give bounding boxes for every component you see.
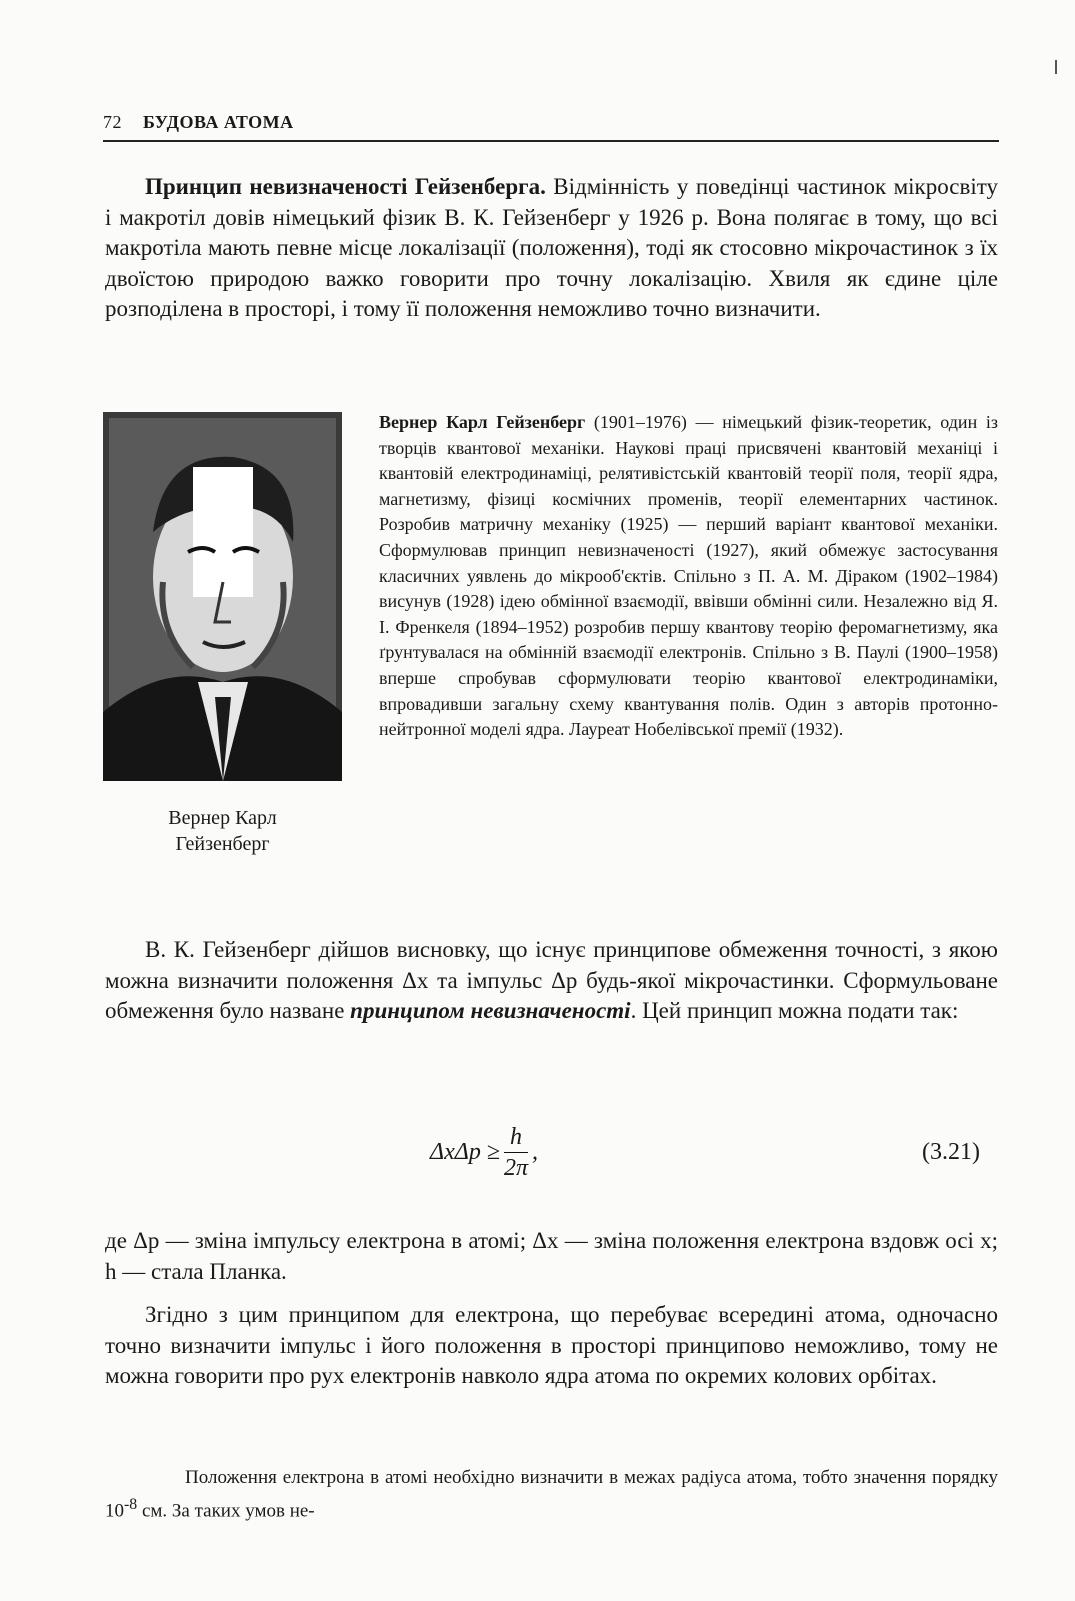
page-header <box>103 112 999 133</box>
portrait-caption <box>103 805 342 857</box>
note-exponent: -8 <box>124 1496 138 1513</box>
principle-term: принципом невизначеності <box>350 998 631 1024</box>
formula-numerator: h <box>504 1122 528 1153</box>
formula-lhs: ΔxΔp ≥ <box>430 1138 500 1165</box>
uncertainty-formula <box>430 1122 538 1182</box>
section-heading: Принцип невизначеності Гейзенберга. <box>145 174 546 199</box>
bio-name: Вернер Карл Гейзенберг <box>379 412 586 432</box>
consequence-paragraph <box>105 1300 998 1392</box>
formula-fraction <box>504 1122 528 1183</box>
conclusion-text-1: В. К. Гейзенберг дійшов висновку, що існує принципове обмеження точності, з якою можна визначити положення Δx та імпульс Δp будь-якої мікрочастинки. Сформульоване обмеження було назване <box>105 937 998 1024</box>
formula-trail: , <box>532 1138 539 1165</box>
biography-block <box>379 410 998 743</box>
definitions-paragraph <box>105 1226 998 1287</box>
portrait-illustration <box>103 412 342 781</box>
scan-edge-mark <box>1055 60 1057 74</box>
caption-line-1: Вернер Карл <box>168 807 277 829</box>
heisenberg-portrait <box>103 412 342 781</box>
formula-denominator: 2π <box>504 1154 529 1181</box>
header-rule <box>103 140 999 142</box>
conclusion-paragraph <box>105 935 998 1027</box>
bio-text: (1901–1976) — німецький фізик-теоретик, один із творців квантової механіки. Наукові праці присвячені квантовій механіці і квантовій електродинаміці, релятивістській квантовій теорії поля, теорії ядра, магнетизму, фізиці космічних променів, теорії елементарних частинок. Розробив матричну механіку (1925) — перший варіант квантової механіки. Сформулював принцип невизначеності (1927), який обмежує застосування класичних уявлень до мікрооб'єктів. Спільно з П. А. М. Діраком (1902–1984) висунув (1928) ідею обмінної взаємодії, ввівши обмінні сили. Незалежно від Я. І. Френкеля (1894–1952) розробив першу квантову теорію феромагнетизму, яка ґрунтувалася на обмінній взаємодії електронів. Спільно з В. Паулі (1900–1958) вперше спробував сформулювати теорію квантової електродинаміки, впровадивши загальну схему квантування полів. Один з авторів протонно-нейтронної моделі ядра. Лауреат Нобелівської премії (1932). <box>379 412 999 740</box>
caption-line-2: Гейзенберг <box>175 833 270 855</box>
intro-text: Відмінність у поведінці частинок мікросвіту і макротіл довів німецький фізик В. К. Гейзенберг у 1926 р. Вона полягає в тому, що всі макротіла мають певне місце локалізації (положення), тоді як стосовно мікрочастинок з їх двоїстою природою важко говорити про точну локалізацію. Хвиля як єдине ціле розподілена в просторі, і тому її положення неможливо точно визначити. <box>105 174 998 322</box>
equation-number: (3.21) <box>922 1139 980 1165</box>
conclusion-text-2: . Цей принцип можна подати так: <box>630 998 959 1024</box>
page-number: 72 <box>103 112 122 132</box>
note-text-before: Положення електрона в атомі необхідно визначити в межах радіуса атома, тобто значення порядку 10 <box>105 1467 998 1522</box>
note-text-after: см. За таких умов не- <box>137 1500 315 1522</box>
consequence-text: Згідно з цим принципом для електрона, що перебуває всередині атома, одночасно точно визначити імпульс і його положення в просторі принципово неможливо, тому не можна говорити про рух електронів навколо ядра атома по окремих колових орбітах. <box>105 1302 998 1389</box>
chapter-title: БУДОВА АТОМА <box>143 112 294 132</box>
intro-paragraph <box>105 172 998 325</box>
definitions-text: де Δp — зміна імпульсу електрона в атомі; Δx — зміна положення електрона вздовж осі x; h — стала Планка. <box>105 1228 998 1284</box>
note-paragraph <box>105 1464 998 1524</box>
